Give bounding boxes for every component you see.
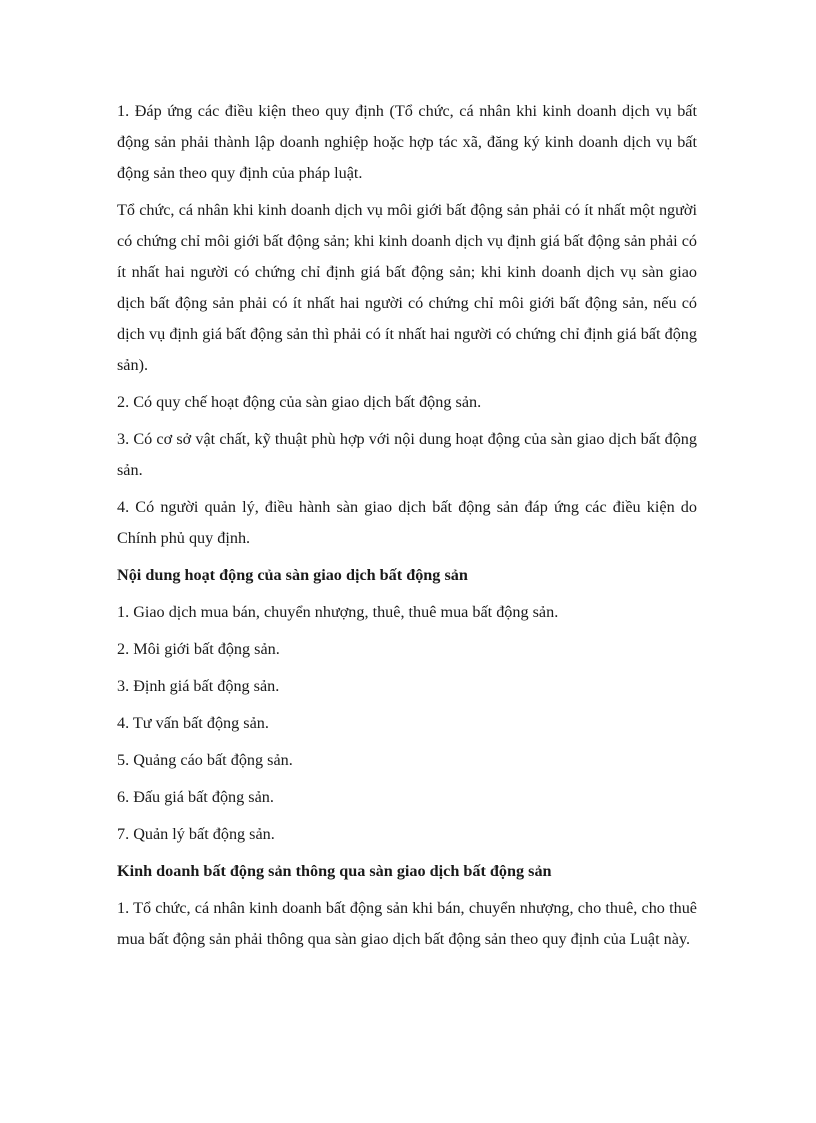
condition-2-paragraph: 2. Có quy chế hoạt động của sàn giao dịch bất động sản.: [117, 393, 482, 411]
document-body: [117, 96, 697, 955]
activities-heading: Nội dung hoạt động của sàn giao dịch bất động sản: [117, 566, 468, 584]
activity-item-5: 5. Quảng cáo bất động sản.: [117, 751, 293, 769]
condition-1-continuation-paragraph: Tổ chức, cá nhân khi kinh doanh dịch vụ môi giới bất động sản phải có ít nhất một người có chứng chỉ môi giới bất động sản; khi kinh doanh dịch vụ định giá bất động sản phải có ít nhất hai người có chứng chỉ định giá bất động sản; khi kinh doanh dịch vụ sàn giao dịch bất động sản phải có ít nhất hai người có chứng chỉ môi giới bất động sản, nếu có dịch vụ định giá bất động sản thì phải có ít nhất hai người có chứng chỉ định giá bất động sản).: [117, 201, 697, 374]
activity-item-4: 4. Tư vấn bất động sản.: [117, 714, 269, 732]
trading-paragraph-1: 1. Tổ chức, cá nhân kinh doanh bất động sản khi bán, chuyển nhượng, cho thuê, cho thuê mua bất động sản phải thông qua sàn giao dịch bất động sản theo quy định của Luật này.: [117, 899, 697, 948]
condition-1-paragraph: 1. Đáp ứng các điều kiện theo quy định (Tổ chức, cá nhân khi kinh doanh dịch vụ bất động sản phải thành lập doanh nghiệp hoặc hợp tác xã, đăng ký kinh doanh dịch vụ bất động sản theo quy định của pháp luật.: [117, 102, 697, 182]
activity-item-7: 7. Quản lý bất động sản.: [117, 825, 275, 843]
activity-item-1: 1. Giao dịch mua bán, chuyển nhượng, thuê, thuê mua bất động sản.: [117, 603, 559, 621]
activity-item-6: 6. Đấu giá bất động sản.: [117, 788, 274, 806]
trading-heading: Kinh doanh bất động sản thông qua sàn giao dịch bất động sản: [117, 862, 552, 880]
activity-item-2: 2. Môi giới bất động sản.: [117, 640, 280, 658]
condition-4-paragraph: 4. Có người quản lý, điều hành sàn giao dịch bất động sản đáp ứng các điều kiện do Chính phủ quy định.: [117, 498, 697, 547]
activity-item-3: 3. Định giá bất động sản.: [117, 677, 280, 695]
condition-3-paragraph: 3. Có cơ sở vật chất, kỹ thuật phù hợp với nội dung hoạt động của sàn giao dịch bất động sản.: [117, 430, 697, 479]
